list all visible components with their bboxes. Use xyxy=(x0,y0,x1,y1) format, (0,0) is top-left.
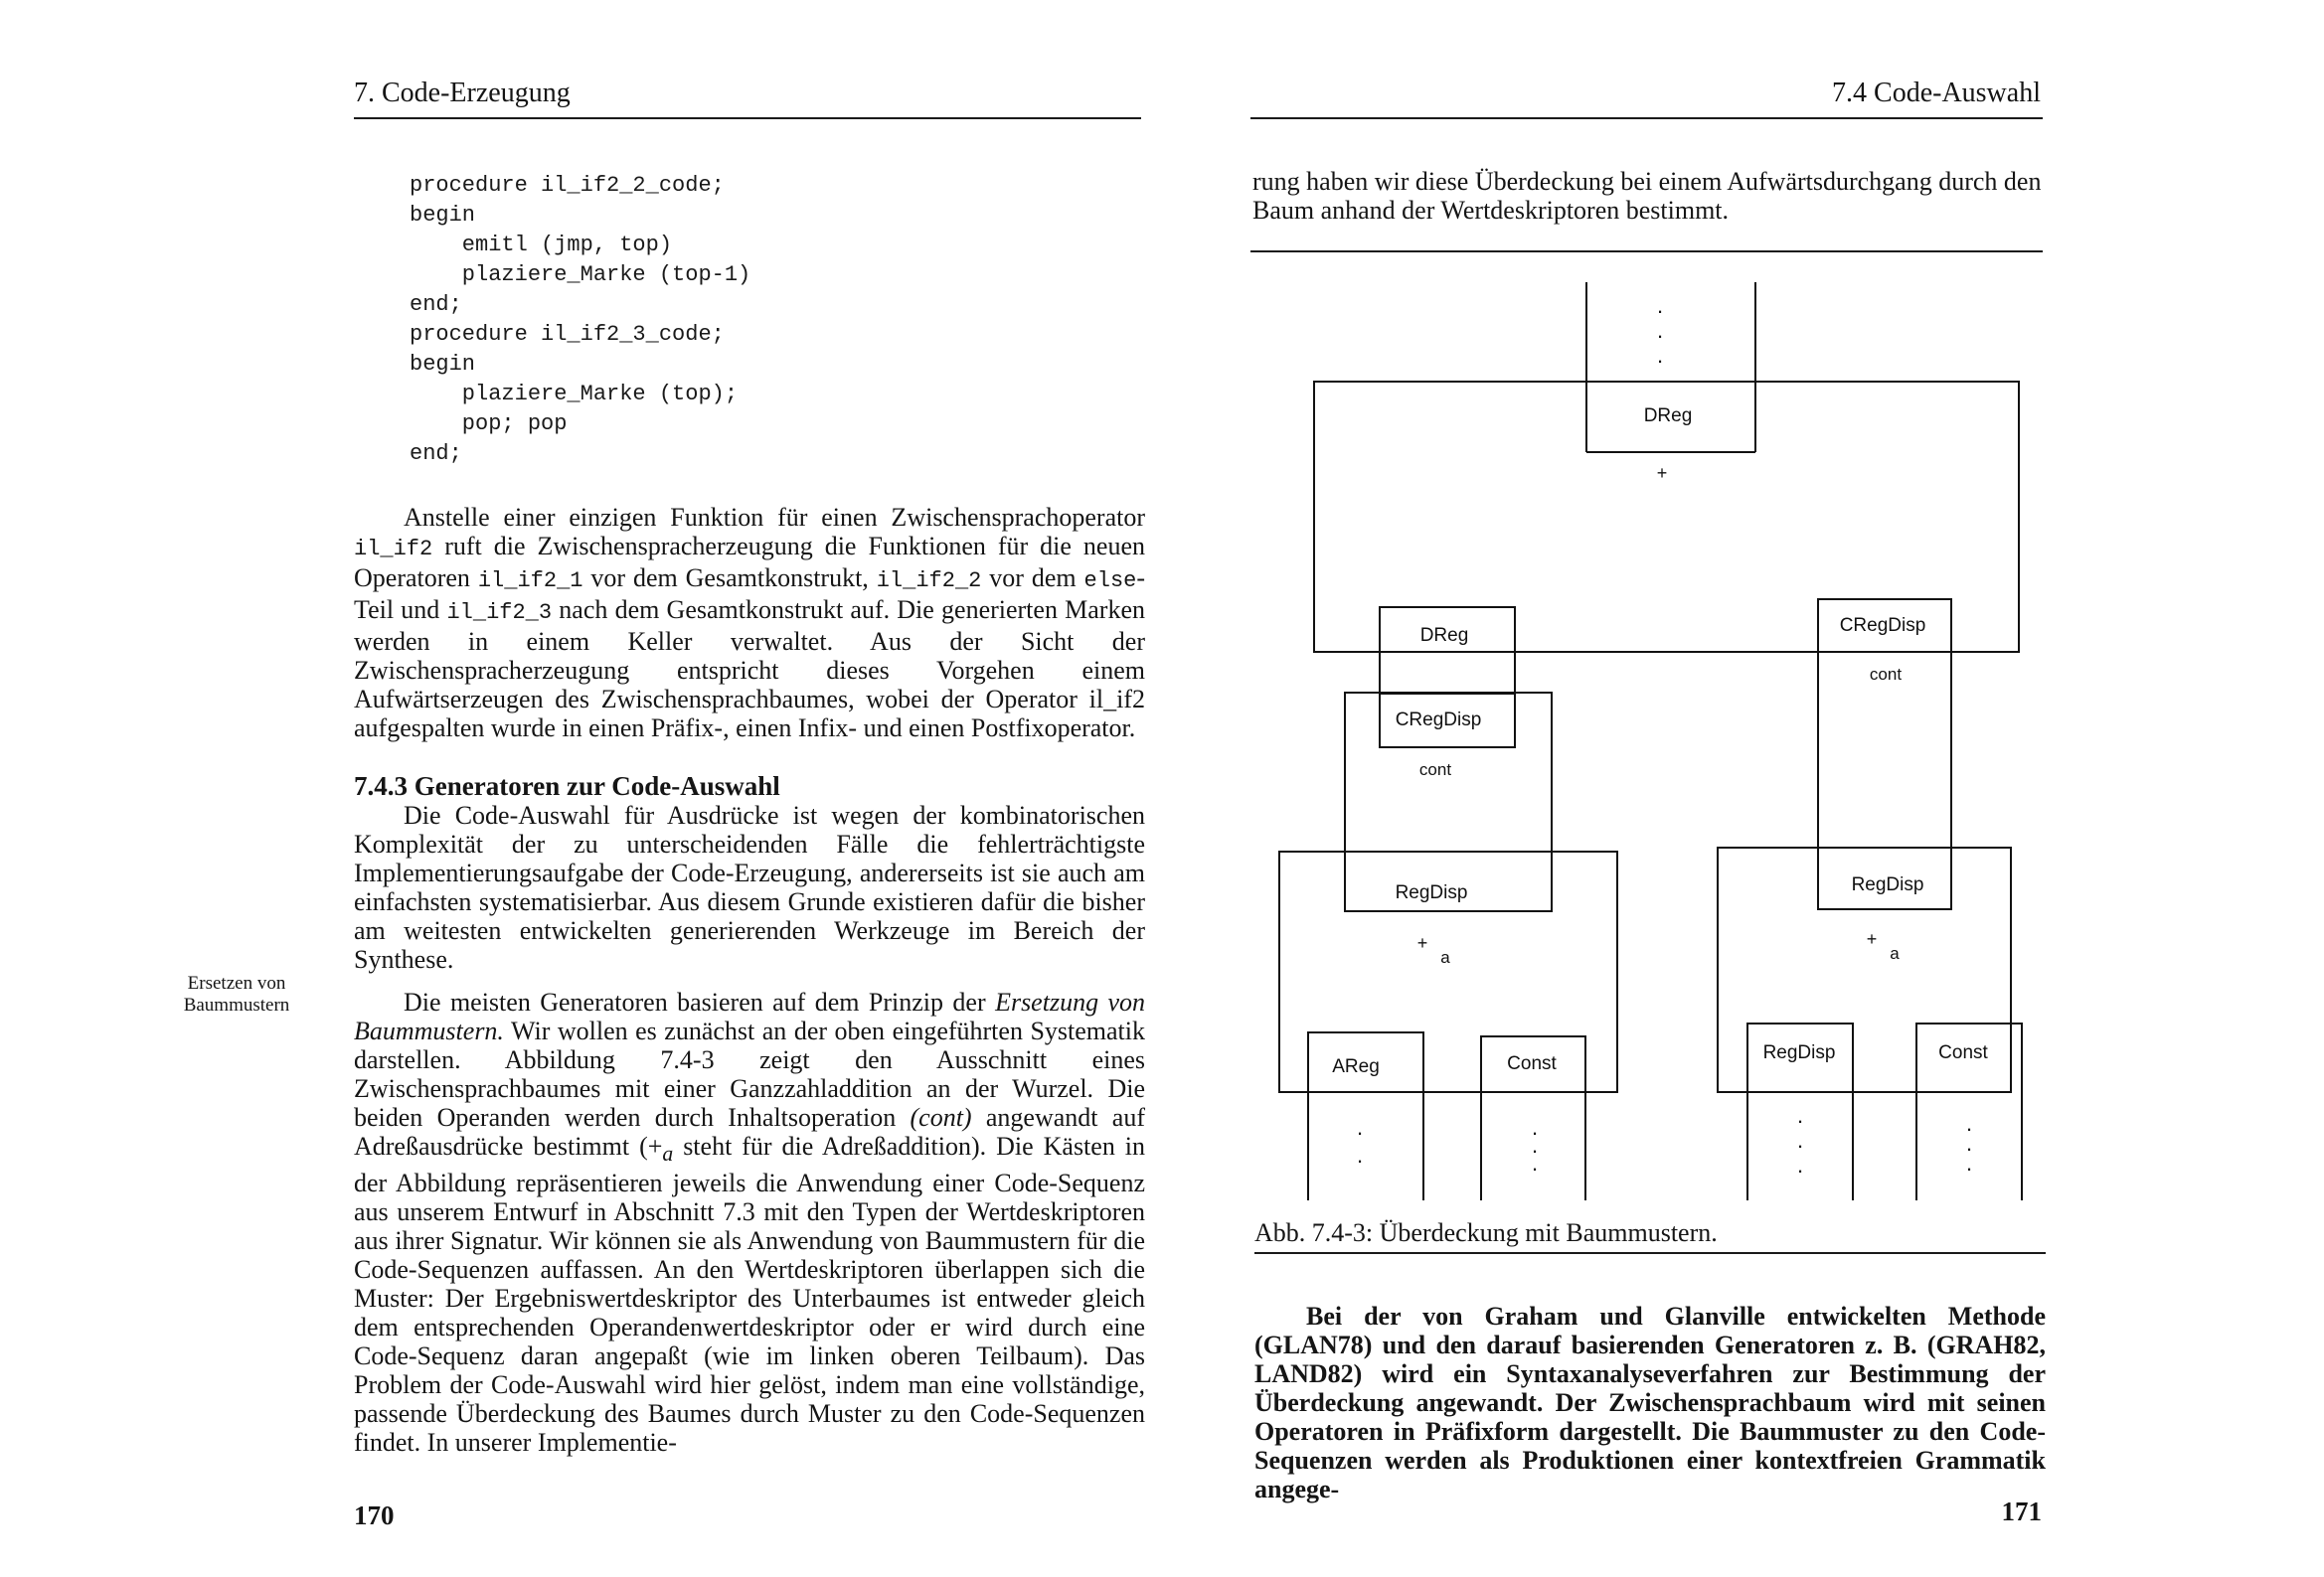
section-heading: 7.4.3 Generatoren zur Code-Auswahl xyxy=(354,771,780,801)
code-term: il_if2_1 xyxy=(477,568,583,593)
emphasis: Ersetzung von Baummustern. xyxy=(354,988,1146,1045)
code-line: procedure il_if2_2_code; xyxy=(410,173,725,198)
figure-bottom-rule xyxy=(1254,1252,2046,1254)
left-header-rule xyxy=(354,117,1141,119)
text: Die meisten Generatoren basieren auf dem Prinzip der xyxy=(404,988,986,1017)
code-line: begin xyxy=(410,203,476,228)
paragraph-code-auswahl: Die Code-Auswahl für Ausdrücke ist wegen der kombinatorischen Komplexität der zu unterscheidenden Fälle die fehlerträchtigste Implementierungsaufgabe der Code-Erzeugung, andererseits ist sie auch am einfachsten systematisierbar. Aus diesem Grunde existieren dafür die bisher am weitesten entwickelten generierenden Werkzeuge im Bereich der Synthese. xyxy=(354,801,1145,974)
margin-note-line: Baummustern xyxy=(183,995,290,1016)
code-line: plaziere_Marke (top); xyxy=(410,382,739,406)
ellipsis-dot: . xyxy=(1796,1153,1804,1178)
dreg-left-box xyxy=(1380,607,1515,694)
ellipsis-dot: . xyxy=(1656,343,1664,368)
label-areg: AReg xyxy=(1332,1056,1380,1077)
ellipsis-dot: . xyxy=(1965,1151,1973,1176)
code-term: il_if2_2 xyxy=(876,568,982,593)
ellipsis-dot: . xyxy=(1656,293,1664,318)
ellipsis-dot: . xyxy=(1796,1103,1804,1128)
text: vor dem Gesamtkonstrukt, xyxy=(590,563,869,592)
code-term: il_if2 xyxy=(354,537,433,561)
figure-caption: Abb. 7.4-3: Überdeckung mit Baummustern. xyxy=(1254,1218,1718,1247)
code-line: end; xyxy=(410,292,462,317)
code-line: emitl (jmp, top) xyxy=(410,233,673,257)
code-line: pop; pop xyxy=(410,411,568,436)
ellipsis-dot: . xyxy=(1356,1115,1364,1140)
label-cregdisp-right: CRegDisp xyxy=(1839,615,1926,636)
paragraph-intro: rung haben wir diese Überdeckung bei einem Aufwärtsdurchgang durch den Baum anhand der Wertdeskriptoren bestimmt. xyxy=(1252,167,2042,225)
label-plus-a-right: + xyxy=(1866,929,1878,949)
paragraph-graham-glanville: Bei der von Graham und Glanville entwickelten Methode (GLAN78) und den darauf basierenden Generatoren z. B. (GRAH82, LAND82) wird ein Syntaxanalyseverfahren zur Bestimmung der Überdeckung angewandt. Der Zwischensprachbaum wird mit seinen Operatoren in Präfixform dargestellt. Die Baummuster zu den Code-Sequenzen werden als Produktionen einer kontextfreien Grammatik angege- xyxy=(1254,1302,2046,1503)
ellipsis-dot: . xyxy=(1356,1143,1364,1168)
label-regdisp-right: RegDisp xyxy=(1851,874,1924,895)
label-regdisp-left: RegDisp xyxy=(1395,882,1468,903)
paragraph-il-if2 xyxy=(354,503,1145,742)
text: nach dem Gesamtkonstrukt auf. Die generierten Marken werden in einem Keller verwaltet. Aus der Sicht der Zwischenspracherzeugung entspricht dieses Vorgehen einem Aufwärtserzeugen des Zwischensprachbaumes, wobei der Operator il_if2 aufgespalten wurde in einen Präfix-, einen Infix- und einen Postfixoperator. xyxy=(354,595,1146,742)
ellipsis-dot: . xyxy=(1965,1131,1973,1156)
code-line: procedure il_if2_3_code; xyxy=(410,322,725,347)
emphasis: (cont) xyxy=(910,1103,972,1132)
label-plus-root: + xyxy=(1656,463,1668,483)
label-cregdisp-left: CRegDisp xyxy=(1395,710,1482,730)
label-cont-right: cont xyxy=(1869,665,1903,684)
label-const-right: Const xyxy=(1938,1042,1988,1063)
text: Wir wollen es zunächst an der oben eingeführten Systematik darstellen. Abbildung 7.4-3 zeigt den Ausschnitt eines Zwischensprachbaumes mit einer Ganzzahladdition an der Wurzel. Die beiden Operanden werden durch Inhaltsoperation xyxy=(354,1017,1146,1132)
label-cont-left: cont xyxy=(1418,760,1452,779)
label-plus-a-left: + xyxy=(1416,933,1428,953)
text: vor dem xyxy=(989,563,1077,592)
code-line: plaziere_Marke (top-1) xyxy=(410,262,751,287)
ellipsis-dot: . xyxy=(1531,1115,1539,1140)
text: steht für die Adreßaddition). Die Kästen in der Abbildung repräsentieren jeweils die Anwendung einer Code-Sequenz aus unserem Entwurf in Abschnitt 7.3 mit den Typen der Wertdeskriptoren aus ihrer Signatur. Wir können sie als Anwendung von Baummustern für die Code-Sequenzen auffassen. An den Wertdeskriptoren überlappen sich die Muster: Der Ergebniswertdeskriptor des Unterbaumes ist entweder gleich dem entsprechenden Operandenwertdeskriptor oder er wird durch eine Code-Sequenz daran angepaßt (wie im linken oberen Teilbaum). Das Problem der Code-Auswahl wird hier gelöst, indem man eine vollständige, passende Überdeckung des Baumes durch Muster zu den Code-Sequenzen findet. In unserer Implementie- xyxy=(354,1132,1146,1458)
figure-top-rule xyxy=(1250,250,2043,252)
right-running-header: 7.4 Code-Auswahl xyxy=(1832,78,2041,108)
subscript: a xyxy=(662,1142,674,1167)
ellipsis-dot: . xyxy=(1965,1111,1973,1136)
ellipsis-dot: . xyxy=(1796,1128,1804,1153)
text: ruft die Zwischenspracherzeugung die Funktionen für die neuen Operatoren xyxy=(354,532,1146,592)
ellipsis-dot: . xyxy=(1531,1133,1539,1158)
label-dreg-top: DReg xyxy=(1643,405,1693,426)
page-number-right: 171 xyxy=(2001,1497,2042,1526)
code-line: begin xyxy=(410,352,476,377)
ellipsis-dot: . xyxy=(1656,318,1664,343)
label-regdisp-leaf: RegDisp xyxy=(1762,1042,1836,1063)
left-running-header: 7. Code-Erzeugung xyxy=(354,78,571,108)
page-number-left: 170 xyxy=(354,1500,395,1530)
paragraph-generatoren xyxy=(354,988,1145,1457)
ellipsis-dot: . xyxy=(1531,1151,1539,1176)
label-a-left: a xyxy=(1440,948,1450,967)
tree-pattern-figure xyxy=(1250,268,2046,1222)
cregdisp-right-box xyxy=(1818,599,1951,909)
margin-note xyxy=(162,973,311,1017)
text: angewandt auf Adreßausdrücke bestimmt (+ xyxy=(354,1103,1146,1161)
code-term: else xyxy=(1083,568,1137,593)
margin-note-line: Ersetzen von xyxy=(187,973,286,994)
code-term: il_if2_3 xyxy=(446,600,553,625)
code-listing xyxy=(410,171,1105,469)
right-header-rule xyxy=(1250,117,2043,119)
label-dreg-left: DReg xyxy=(1419,625,1469,646)
text: -Teil und xyxy=(354,563,1146,624)
code-line: end; xyxy=(410,441,462,466)
text: Anstelle einer einzigen Funktion für einen Zwischensprachoperator xyxy=(404,503,1145,532)
label-const-left: Const xyxy=(1507,1053,1557,1074)
label-a-right: a xyxy=(1890,944,1900,963)
